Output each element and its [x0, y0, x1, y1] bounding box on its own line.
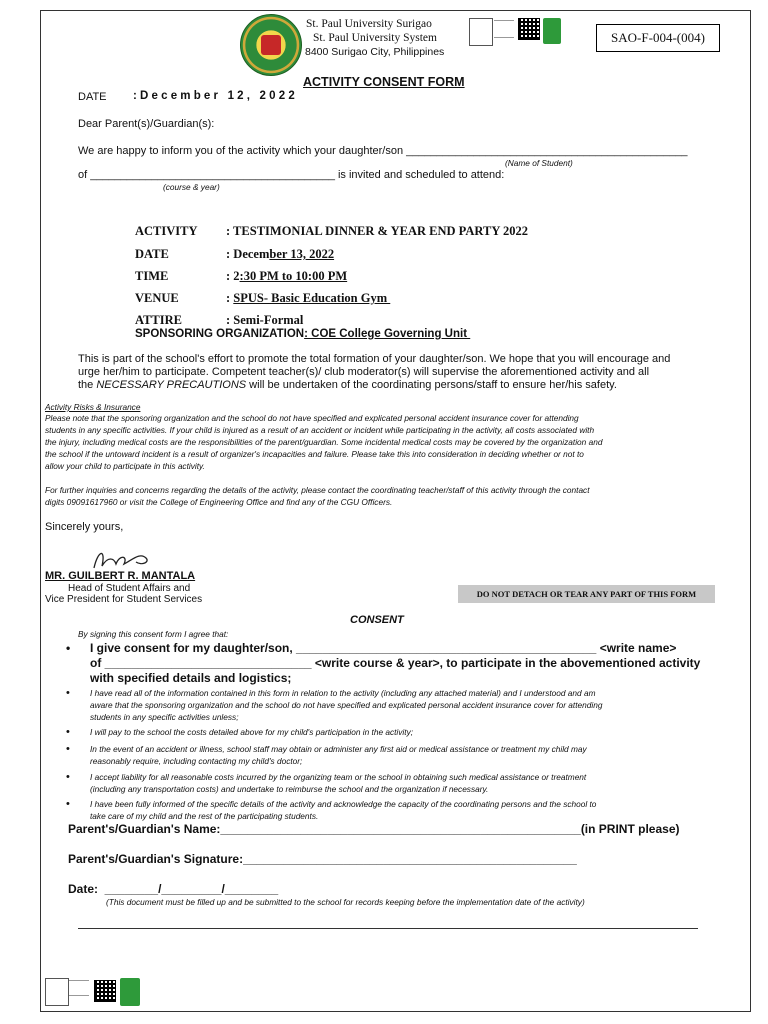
guardian-signature-field[interactable]: Parent's/Guardian's Signature:__________________________________________________ — [68, 852, 577, 866]
time-value: : 2:30 PM to 10:00 PM — [226, 269, 348, 283]
consent-b1-l3: with specified details and logistics; — [90, 671, 292, 685]
bullet-dot: • — [66, 726, 70, 738]
qr-code-icon — [518, 18, 540, 40]
sponsor-row: SPONSORING ORGANIZATION: COE College Governing Unit — [135, 328, 471, 340]
date-label: DATE — [78, 91, 107, 103]
salutation: Dear Parent(s)/Guardian(s): — [78, 118, 215, 130]
iso-cert-icon — [469, 18, 493, 46]
consent-b5-l2: (including any transportation costs) and undertake to reimburse the school and the organization if necessary. — [90, 784, 489, 794]
attire-label: ATTIRE — [135, 313, 183, 327]
bullet-dot: • — [66, 771, 70, 783]
attire-value: : Semi-Formal — [226, 313, 304, 327]
purpose-line-3: the NECESSARY PRECAUTIONS will be undertaken of the coordinating persons/staff to ensure her/his safety. — [78, 379, 617, 391]
risks-line-4: the school if the untoward incident is a result of organizer's incapacities and failure. Please take this into consideration in deciding whether or not to — [45, 449, 584, 459]
univ-address: 8400 Surigao City, Philippines — [305, 46, 445, 58]
prascu-logo — [543, 18, 561, 44]
bullet-dot: • — [66, 743, 70, 755]
inquiries-line-1: For further inquiries and concerns regarding the details of the activity, please contact the coordinating teacher/staff of this activity through the contact — [45, 485, 590, 495]
risks-line-3: the injury, including medical costs are the responsibilities of the parent/guardian. Some incidental medical costs may be covered by the organization and — [45, 437, 603, 447]
guardian-name-field[interactable]: Parent's/Guardian's Name:______________________________________________________(in PRINT please) — [68, 822, 680, 836]
univ-line-1: St. Paul University Surigao — [306, 18, 432, 30]
univ-line-2: St. Paul University System — [313, 32, 437, 44]
intro-line-2: of ________________________________________ is invited and scheduled to attend: — [78, 169, 505, 181]
consent-b6-l1: I have been fully informed of the specific details of the activity and acknowledge the capacity of the coordinating persons and the school to — [90, 799, 597, 809]
footer-cert-text — [69, 980, 89, 996]
intro-line-1: We are happy to inform you of the activity which your daughter/son ______________________________________________ — [78, 145, 688, 157]
consent-b6-l2: take care of my child and the rest of the participating students. — [90, 811, 319, 821]
consent-b4-l2: reasonably require, including contacting my child's doctor; — [90, 756, 303, 766]
form-title: ACTIVITY CONSENT FORM — [303, 75, 465, 89]
bullet-dot: • — [66, 687, 70, 699]
date-field[interactable]: Date: ________/_________/________ — [68, 882, 279, 896]
form-code-box: SAO-F-004-(004) — [596, 24, 720, 52]
consent-b2-l2: aware that the sponsoring organization and the school do not have specified and explicated personal accident insurance cover for attending — [90, 700, 603, 710]
purpose-line-2: urge her/him to participate. Competent teacher(s)/ club moderator(s) will supervise the aforementioned activity and all — [78, 366, 650, 378]
risks-line-2: students in any specific activities. If your child is injured as a result of an accident or incident while participating in the activity, all costs associated with — [45, 425, 595, 435]
signature-graphic — [88, 546, 158, 572]
detach-notice: DO NOT DETACH OR TEAR ANY PART OF THIS FORM — [458, 585, 715, 603]
closing: Sincerely yours, — [45, 521, 124, 533]
bullet-dot: • — [66, 798, 70, 810]
time-label: TIME — [135, 269, 169, 283]
consent-b1-l1: I give consent for my daughter/son, _____________________________________________ <write name> — [90, 641, 677, 655]
consent-b5-l1: I accept liability for all reasonable costs incurred by the organizing team or the school in obtaining such medical assistance or treatment — [90, 772, 587, 782]
date-value: : D e c e m b e r 1 2 , 2 0 2 2 — [133, 90, 295, 102]
risks-heading: Activity Risks & Insurance — [45, 402, 141, 412]
purpose-line-1: This is part of the school's effort to promote the total formation of your daughter/son. We hope that you will encourage and — [78, 353, 671, 365]
footer-qr-code-icon — [94, 980, 116, 1002]
submission-note: (This document must be filled up and be submitted to the school for records keeping before the implementation date of the activity) — [106, 897, 585, 907]
name-caption: (Name of Student) — [505, 158, 573, 168]
signatory-title-1: Head of Student Affairs and — [68, 583, 191, 594]
university-seal-logo — [240, 14, 302, 76]
event-date-label: DATE — [135, 247, 169, 261]
risks-line-1: Please note that the sponsoring organization and the school do not have specified and explicated personal accident insurance cover for attending — [45, 413, 579, 423]
bottom-divider — [78, 928, 698, 929]
signatory-name: MR. GUILBERT R. MANTALA — [45, 570, 196, 582]
signatory-title-2: Vice President for Student Services — [45, 594, 203, 605]
activity-value: : TESTIMONIAL DINNER & YEAR END PARTY 2022 — [226, 224, 529, 238]
venue-value: : SPUS- Basic Education Gym — [226, 291, 391, 305]
footer-prascu-logo — [120, 978, 140, 1006]
venue-label: VENUE — [135, 291, 179, 305]
consent-b2-l1: I have read all of the information contained in this form in relation to the activity (including any attached material) and I understood and am — [90, 688, 596, 698]
activity-label: ACTIVITY — [135, 224, 198, 238]
consent-b4-l1: In the event of an accident or illness, school staff may obtain or administer any first aid or medical assistance or treatment my child may — [90, 744, 587, 754]
footer-iso-cert-icon — [45, 978, 69, 1006]
risks-line-5: allow your child to participate in this activity. — [45, 461, 205, 471]
course-caption: (course & year) — [163, 182, 220, 192]
inquiries-line-2: digits 09091617960 or visit the College of Engineering Office and find any of the CGU Officers. — [45, 497, 393, 507]
consent-heading: CONSENT — [350, 614, 404, 626]
event-date-value: : December 13, 2022 — [226, 247, 335, 261]
consent-b3: I will pay to the school the costs detailed above for my child's participation in the activity; — [90, 727, 414, 737]
bullet-dot: • — [66, 641, 71, 655]
consent-b2-l3: students in any specific activities unless; — [90, 712, 239, 722]
consent-intro: By signing this consent form I agree that: — [78, 629, 229, 639]
cert-text-block — [494, 20, 514, 38]
consent-b1-l2: of _______________________________ <write course & year>, to participate in the abovementioned activity — [90, 656, 701, 670]
